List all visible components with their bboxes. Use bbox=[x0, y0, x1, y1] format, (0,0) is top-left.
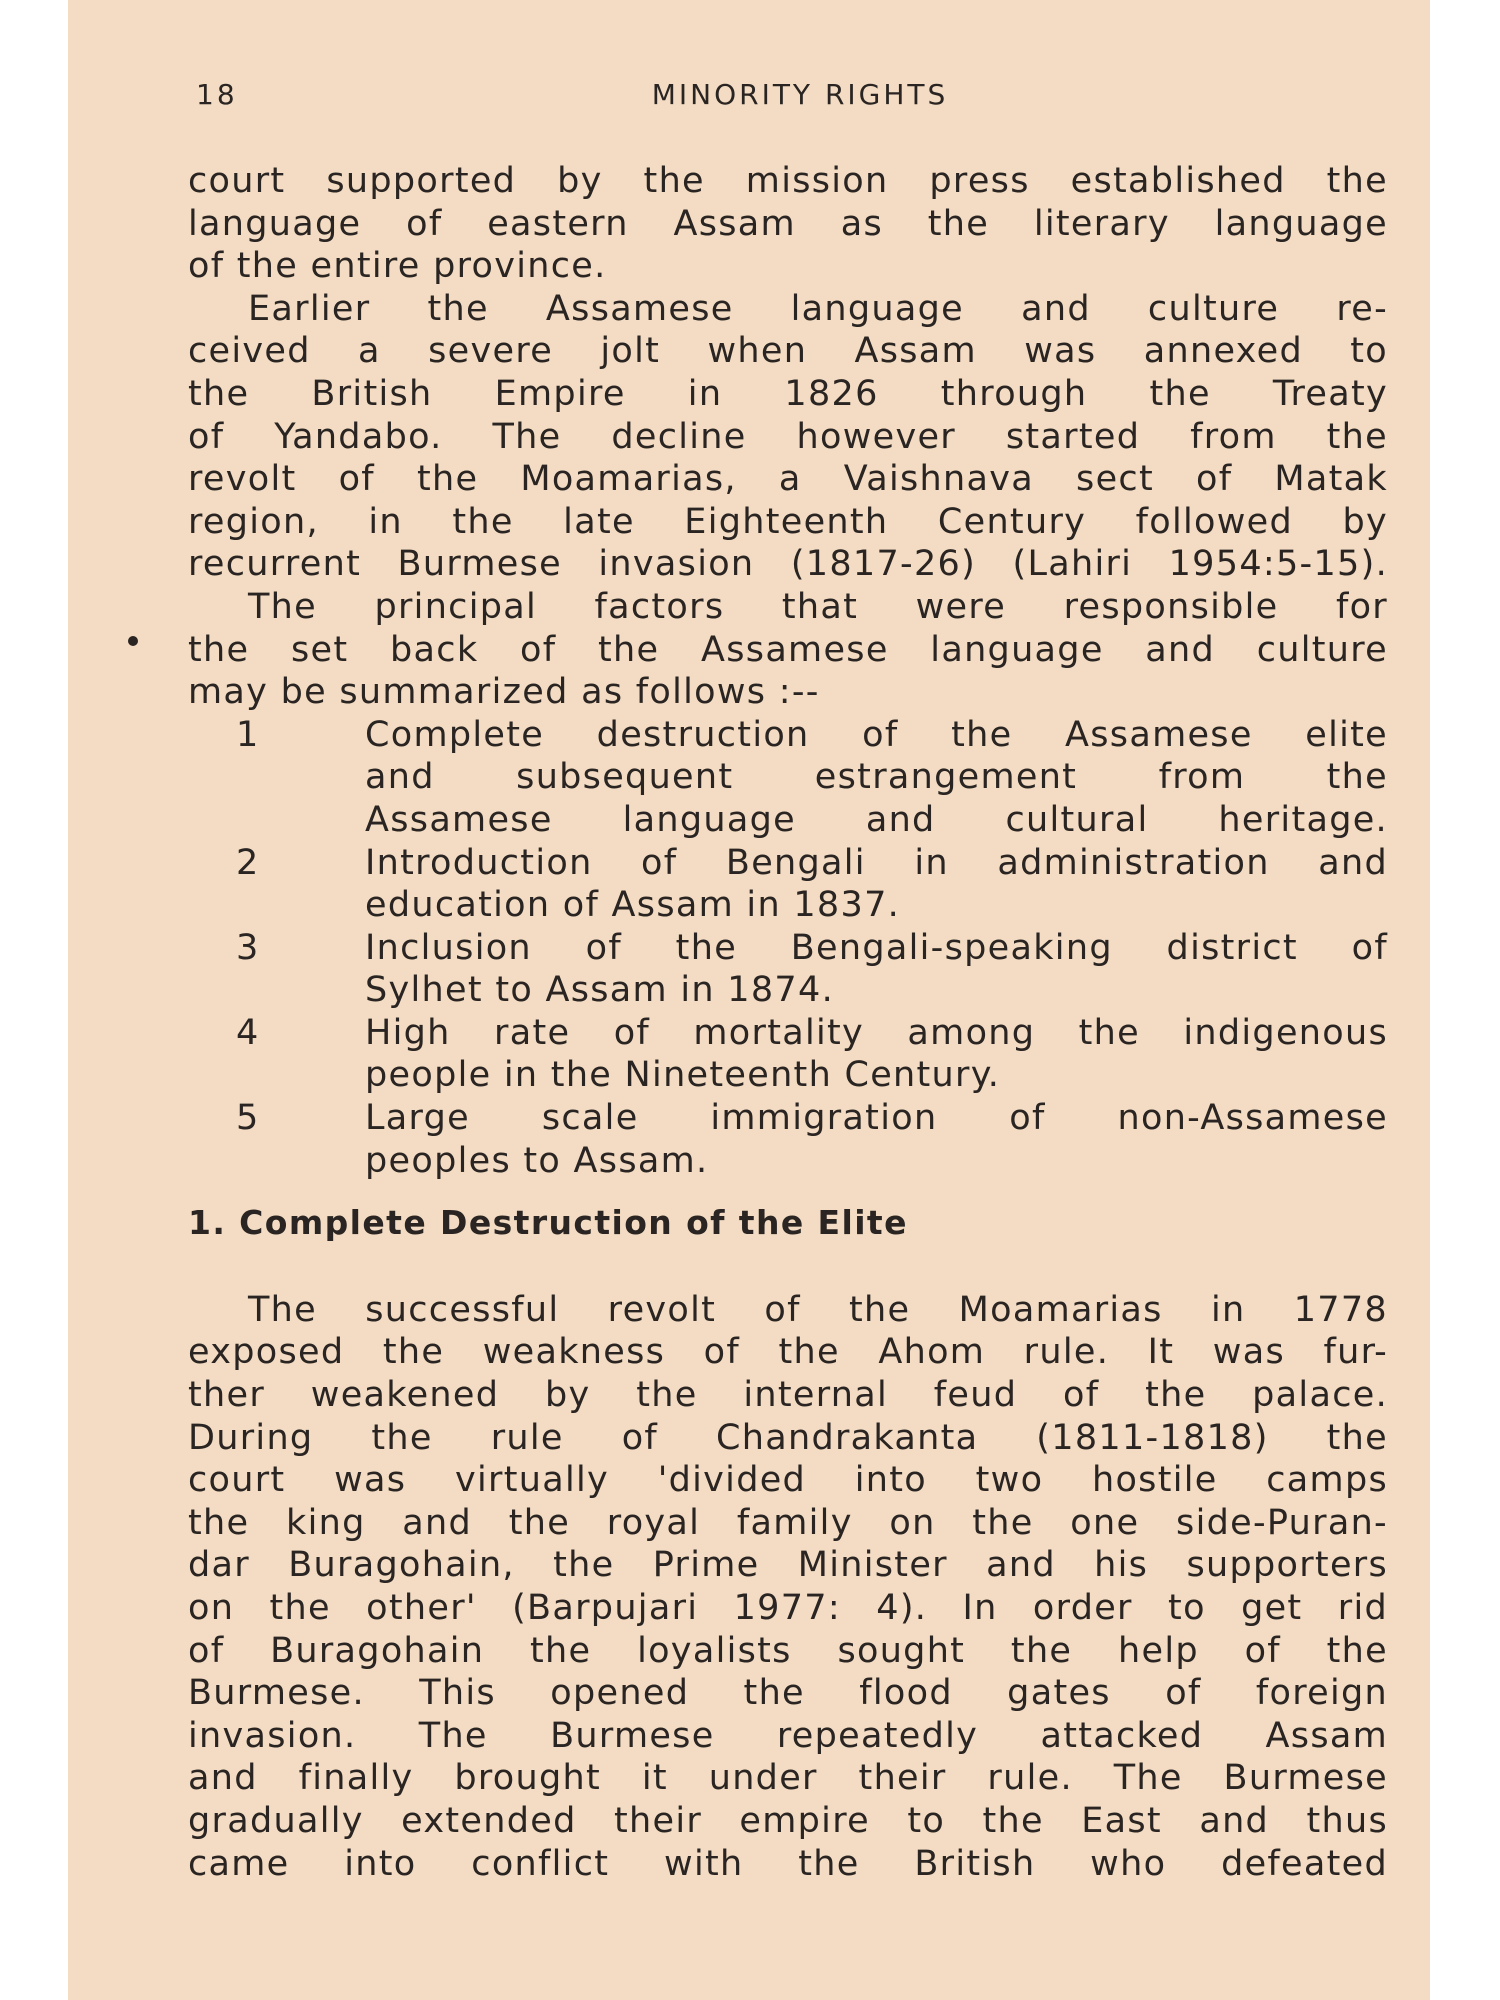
paragraph-line: recurrent Burmese invasion (1817-26) (Lahiri 1954:5-15). bbox=[188, 544, 1388, 585]
list-line: High rate of mortality among the indigenous bbox=[365, 1012, 1388, 1053]
paragraph-line: the British Empire in 1826 through the Treaty bbox=[188, 373, 1388, 414]
body-text bbox=[188, 160, 1388, 1885]
paragraph-line: invasion. The Burmese repeatedly attacked Assam bbox=[188, 1715, 1388, 1756]
paragraph-line: came into conflict with the British who defeated bbox=[188, 1843, 1388, 1884]
paragraph-line: may be summarized as follows :-- bbox=[188, 672, 820, 713]
factor-list bbox=[188, 714, 1388, 1183]
list-line: and subsequent estrangement from the bbox=[365, 757, 1388, 798]
paragraph-line: ceived a severe jolt when Assam was annexed to bbox=[188, 331, 1388, 372]
list-item bbox=[188, 842, 1388, 885]
list-item-continuation bbox=[188, 969, 1388, 1012]
list-number: 4 bbox=[236, 1012, 260, 1053]
paragraph-line: Earlier the Assamese language and culture re- bbox=[248, 288, 1388, 329]
list-line: Large scale immigration of non-Assamese bbox=[365, 1098, 1388, 1139]
list-line: Introduction of Bengali in administration and bbox=[365, 842, 1388, 883]
list-line: Sylhet to Assam in 1874. bbox=[365, 970, 834, 1011]
list-item-continuation bbox=[188, 756, 1388, 799]
paragraph-line: gradually extended their empire to the East and thus bbox=[188, 1800, 1388, 1841]
paragraph-line: of Yandabo. The decline however started from the bbox=[188, 416, 1388, 457]
list-number: 2 bbox=[236, 842, 260, 883]
paragraph-line: The successful revolt of the Moamarias in 1778 bbox=[248, 1289, 1388, 1330]
paragraph-line: During the rule of Chandrakanta (1811-1818) the bbox=[188, 1417, 1388, 1458]
list-item-continuation bbox=[188, 884, 1388, 927]
list-line: education of Assam in 1837. bbox=[365, 885, 901, 926]
paragraph-line: dar Buragohain, the Prime Minister and his supporters bbox=[188, 1545, 1388, 1586]
paragraph-line: revolt of the Moamarias, a Vaishnava sect of Matak bbox=[188, 459, 1388, 500]
running-head bbox=[196, 78, 1334, 118]
paragraph-line: region, in the late Eighteenth Century followed by bbox=[188, 501, 1388, 542]
list-item bbox=[188, 927, 1388, 970]
paragraph-line: on the other' (Barpujari 1977: 4). In order to get rid bbox=[188, 1588, 1388, 1628]
paragraph-line: language of eastern Assam as the literary language bbox=[188, 203, 1388, 244]
list-line: Assamese language and cultural heritage. bbox=[365, 799, 1388, 840]
list-line: peoples to Assam. bbox=[365, 1140, 709, 1181]
list-line: Inclusion of the Bengali-speaking district of bbox=[365, 927, 1388, 968]
margin-dot-mark bbox=[128, 636, 138, 646]
page-number: 18 bbox=[196, 78, 238, 111]
list-item-continuation bbox=[188, 799, 1388, 842]
paragraph-line: Burmese. This opened the flood gates of foreign bbox=[188, 1673, 1388, 1714]
paragraph-line: The principal factors that were responsible for bbox=[248, 586, 1388, 627]
paragraph-line: the king and the royal family on the one side-Puran- bbox=[188, 1502, 1388, 1543]
list-line: Complete destruction of the Assamese elite bbox=[365, 714, 1388, 755]
paragraph-line: of Buragohain the loyalists sought the help of the bbox=[188, 1630, 1388, 1671]
list-item-continuation bbox=[188, 1054, 1388, 1097]
list-item bbox=[188, 714, 1388, 757]
paragraph-line: exposed the weakness of the Ahom rule. It was fur- bbox=[188, 1332, 1388, 1373]
list-item bbox=[188, 1097, 1388, 1140]
paragraph-line: of the entire province. bbox=[188, 246, 607, 287]
running-title: MINORITY RIGHTS bbox=[651, 78, 949, 111]
paragraph-line: and finally brought it under their rule. The Burmese bbox=[188, 1758, 1388, 1799]
book-page bbox=[68, 0, 1430, 2000]
list-line: people in the Nineteenth Century. bbox=[365, 1055, 1001, 1096]
list-number: 3 bbox=[236, 927, 260, 968]
paragraph-line: court supported by the mission press established the bbox=[188, 161, 1388, 201]
section-heading: 1. Complete Destruction of the Elite bbox=[188, 1203, 908, 1243]
list-item bbox=[188, 1012, 1388, 1055]
paragraph-line: court was virtually 'divided into two hostile camps bbox=[188, 1460, 1388, 1501]
list-number: 5 bbox=[236, 1098, 260, 1139]
list-number: 1 bbox=[236, 714, 260, 755]
list-item-continuation bbox=[188, 1140, 1388, 1183]
paragraph-line: ther weakened by the internal feud of the palace. bbox=[188, 1375, 1388, 1416]
paragraph-line: the set back of the Assamese language and culture bbox=[188, 629, 1388, 670]
